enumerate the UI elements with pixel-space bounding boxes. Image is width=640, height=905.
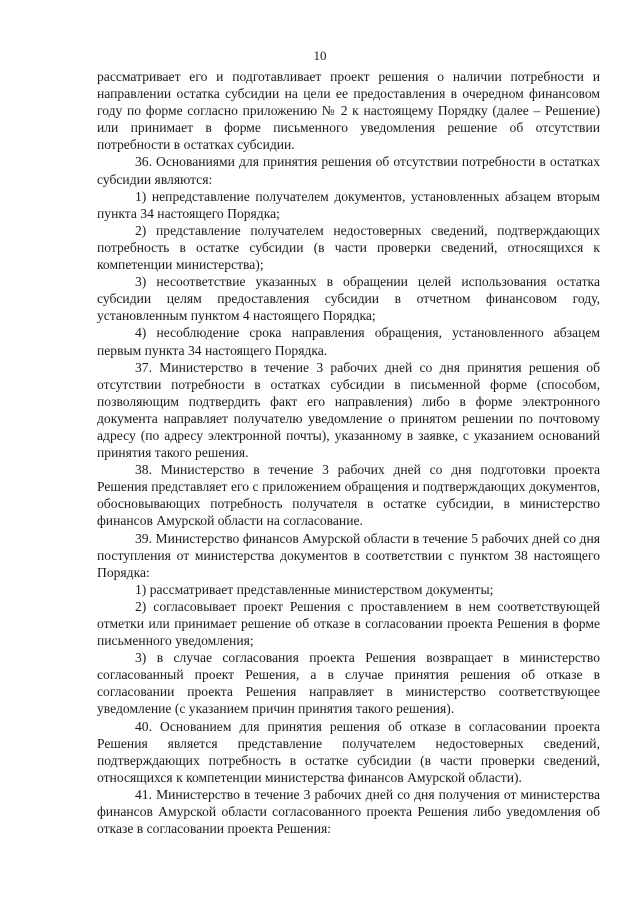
document-body bbox=[97, 68, 600, 837]
paragraph-40: 40. Основанием для принятия решения об отказе в согласовании проекта Решения является представление получателем недостоверных сведений, подтверждающих потребность в остатке субсидии (в части проверки сведений, относящихся к компетенции министерства финансов Амурской области). bbox=[97, 718, 600, 785]
list-item-36-2: 2) представление получателем недостоверных сведений, подтверждающих потребность в остатке субсидии (в части проверки сведений, относящихся к компетенции министерства); bbox=[97, 222, 600, 273]
list-item-36-3: 3) несоответствие указанных в обращении целей использования остатка субсидии целям предоставления субсидии в отчетном финансовом году, установленным пунктом 4 настоящего Порядка; bbox=[97, 274, 600, 324]
list-item-36-1: 1) непредставление получателем документов, установленных абзацем вторым пункта 34 настоящего Порядка; bbox=[97, 188, 600, 221]
paragraph-41: 41. Министерство в течение 3 рабочих дней со дня получения от министерства финансов Амурской области согласованного проекта Решения либо уведомления об отказе в согласовании проекта Решения: bbox=[97, 786, 600, 837]
list-item-36-4: 4) несоблюдение срока направления обращения, установленного абзацем первым пункта 34 настоящего Порядка. bbox=[97, 325, 600, 358]
page-number: 10 bbox=[313, 48, 327, 63]
list-item-39-1: 1) рассматривает представленные министерством документы; bbox=[135, 581, 494, 597]
paragraph-38: 38. Министерство в течение 3 рабочих дней со дня подготовки проекта Решения представляет его с приложением обращения и подтверждающих документов, обосновывающих потребность получателя в остатке субсидии, в министерство финансов Амурской области на согласование. bbox=[97, 462, 600, 529]
list-item-39-2: 2) согласовывает проект Решения с проставлением в нем соответствующей отметки или принимает решение об отказе в согласовании проекта Решения в форме письменного уведомления; bbox=[97, 598, 600, 649]
paragraph-39: 39. Министерство финансов Амурской области в течение 5 рабочих дней со дня поступления от министерства документов в соответствии с пунктом 38 настоящего Порядка: bbox=[97, 530, 600, 580]
paragraph-37: 37. Министерство в течение 3 рабочих дней со дня принятия решения об отсутствии потребности в остатках субсидии в письменной форме (способом, позволяющим подтвердить факт его направления) либо в форме электронного документа направляет получателю уведомление о принятом решении по почтовому адресу (по адресу электронной почты), указанному в заявке, с указанием оснований принятия такого решения. bbox=[97, 359, 600, 461]
paragraph-36: 36. Основаниями для принятия решения об отсутствии потребности в остатках субсидии являются: bbox=[97, 154, 600, 187]
paragraph-continuation: рассматривает его и подготавливает проект решения о наличии потребности и направлении остатка субсидии на цели ее предоставления в очередном финансовом году по форме согласно приложению № 2 к настоящему Порядку (далее – Решение) или принимает в форме письменного уведомления решение об отсутствии потребности в остатках субсидии. bbox=[97, 69, 600, 153]
list-item-39-3: 3) в случае согласования проекта Решения возвращает в министерство согласованный проект Решения, а в случае принятия решения об отказе в согласовании проекта Решения направляет в министерство соответствующее уведомление (с указанием причин принятия такого решения). bbox=[97, 650, 600, 717]
